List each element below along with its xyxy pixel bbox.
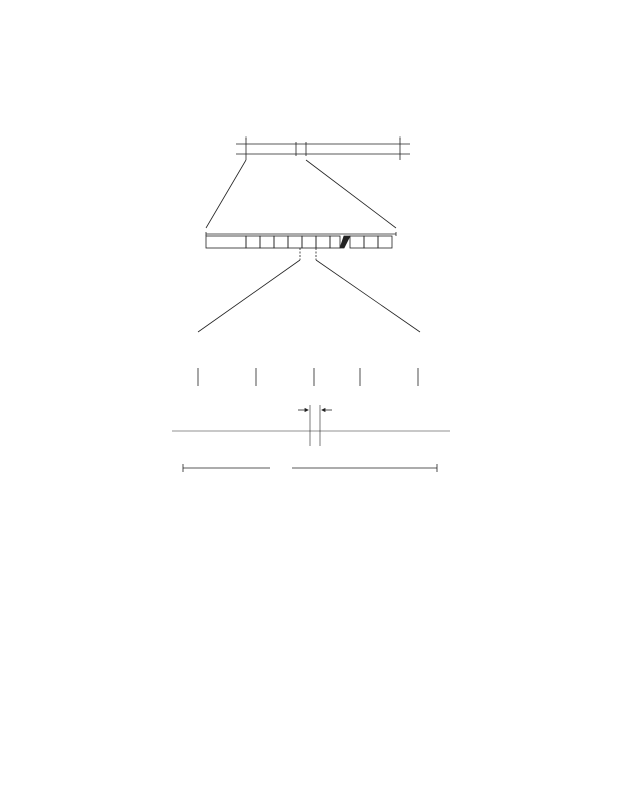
traffic-burst	[206, 232, 396, 248]
sample-separators	[198, 368, 418, 386]
tdma-frame-figure	[150, 128, 470, 473]
frame-bar	[236, 136, 410, 160]
running-header	[144, 104, 172, 114]
figure-caption	[144, 483, 474, 492]
